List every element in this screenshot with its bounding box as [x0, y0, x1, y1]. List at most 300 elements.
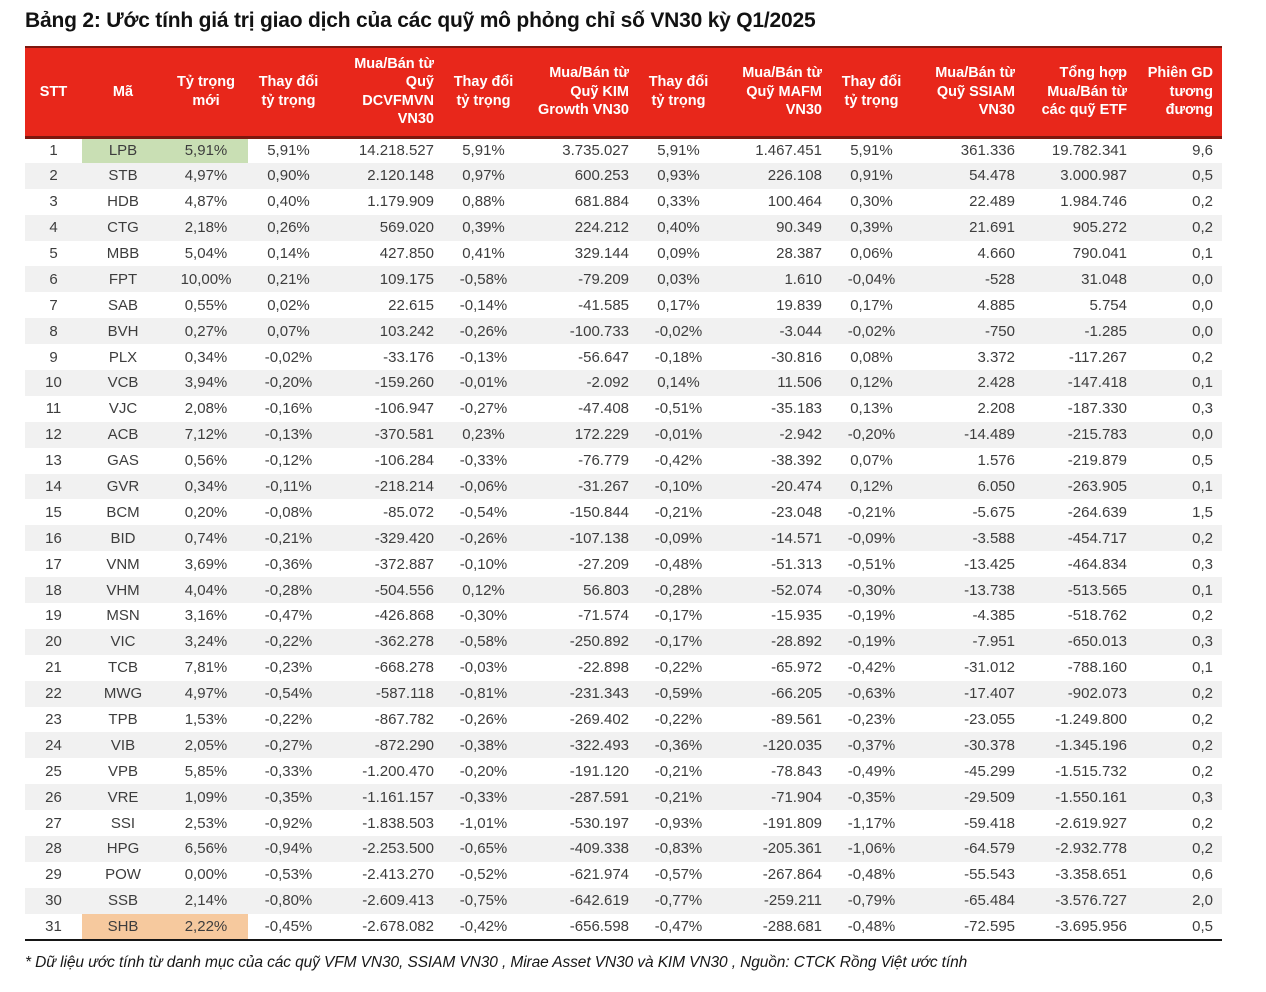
cell-thay_doi_3: 0,33%: [657, 193, 700, 211]
cell-thay_doi_1: -0,11%: [265, 478, 312, 496]
cell-dcvfmvn: -159.260: [374, 374, 434, 392]
cell-tong_hop: -3.695.956: [1024, 914, 1136, 940]
cell-thay_doi_3: -0,28%: [654, 581, 703, 599]
cell-thay_doi_1: -0,54%: [264, 685, 313, 703]
cell-mafm: -78.843: [771, 762, 822, 780]
table-row: [25, 163, 1222, 189]
cell-mafm: 1.467.451: [755, 142, 822, 160]
cell-ty_trong_moi: 2,05%: [184, 736, 228, 754]
cell-thay_doi_1: -0,20%: [264, 374, 313, 392]
cell-mafm: -51.313: [771, 555, 822, 573]
cell-mafm: -288.681: [719, 914, 831, 940]
cell-mafm: -38.392: [771, 452, 822, 470]
cell-thay_doi_1: -0,08%: [264, 503, 313, 521]
cell-kim: -287.591: [569, 788, 629, 806]
cell-ty_trong_moi: 0,34%: [184, 348, 228, 366]
cell-ssiam: -23.055: [964, 711, 1015, 729]
cell-thay_doi_2: 0,39%: [462, 219, 505, 237]
cell-thay_doi_2: -0,75%: [459, 892, 508, 910]
cell-ty_trong_moi: 1,53%: [184, 711, 228, 729]
table-row: [25, 344, 1222, 370]
cell-phien_gd: 0,0: [1192, 296, 1213, 314]
cell-tong_hop: -3.358.651: [1055, 866, 1127, 884]
cell-thay_doi_2: -1,01%: [459, 814, 508, 832]
cell-thay_doi_1: 0,26%: [267, 219, 310, 237]
cell-ma: HDB: [107, 193, 139, 211]
cell-stt: 14: [45, 478, 62, 496]
cell-kim: -642.619: [569, 892, 629, 910]
cell-thay_doi_2: -0,14%: [459, 296, 508, 314]
cell-ma: BCM: [106, 503, 140, 521]
cell-phien_gd: 0,3: [1192, 555, 1213, 573]
cell-thay_doi_3: -0,22%: [654, 659, 703, 677]
cell-tong_hop: -1.550.161: [1055, 788, 1127, 806]
cell-ty_trong_moi: 4,97%: [184, 167, 228, 185]
cell-thay_doi_2: -0,03%: [459, 659, 508, 677]
table-row: [25, 577, 1222, 603]
cell-thay_doi_3: -0,42%: [654, 452, 703, 470]
cell-phien_gd: 0,2: [1192, 814, 1213, 832]
cell-stt: 19: [45, 607, 62, 625]
cell-thay_doi_2: -0,06%: [459, 478, 508, 496]
cell-thay_doi_2: -0,54%: [459, 503, 508, 521]
cell-ty_trong_moi: 3,24%: [184, 633, 228, 651]
cell-thay_doi_2: -0,26%: [459, 711, 508, 729]
cell-phien_gd: 0,1: [1192, 478, 1213, 496]
cell-kim: -79.209: [578, 270, 629, 288]
cell-dcvfmvn: -504.556: [374, 581, 434, 599]
cell-ma: VNM: [106, 555, 140, 573]
table-row: [25, 474, 1222, 500]
cell-dcvfmvn: -668.278: [374, 659, 434, 677]
cell-mafm: 11.506: [777, 374, 822, 392]
cell-kim: -27.209: [578, 555, 629, 573]
cell-phien_gd: 0,5: [1192, 167, 1213, 185]
cell-thay_doi_2: -0,30%: [459, 607, 508, 625]
cell-thay_doi_1: -0,94%: [264, 840, 313, 858]
cell-thay_doi_2: -0,10%: [459, 555, 508, 573]
table-row: [25, 318, 1222, 344]
cell-ty_trong_moi: 0,20%: [184, 503, 228, 521]
cell-ssiam: -72.595: [912, 914, 1024, 940]
cell-thay_doi_1: -0,21%: [264, 529, 313, 547]
cell-thay_doi_2: -0,33%: [459, 788, 508, 806]
cell-tong_hop: -1.285: [1084, 322, 1127, 340]
cell-kim: -56.647: [578, 348, 629, 366]
cell-phien_gd: 0,5: [1192, 452, 1213, 470]
table-row: [25, 914, 1222, 940]
cell-thay_doi_3: -0,17%: [654, 607, 703, 625]
cell-phien_gd: 0,1: [1192, 374, 1213, 392]
cell-tong_hop: -454.717: [1067, 529, 1127, 547]
cell-stt: 16: [45, 529, 62, 547]
cell-dcvfmvn: -2.678.082: [329, 914, 443, 940]
cell-thay_doi_4: -0,04%: [847, 270, 896, 288]
table-row: [25, 551, 1222, 577]
cell-thay_doi_3: -0,59%: [654, 685, 703, 703]
cell-thay_doi_1: -0,02%: [264, 348, 313, 366]
cell-tong_hop: -1.249.800: [1055, 711, 1127, 729]
cell-kim: 224.212: [574, 219, 629, 237]
cell-ma: PLX: [108, 348, 138, 366]
cell-thay_doi_2: -0,81%: [459, 685, 508, 703]
cell-phien_gd: 1,5: [1192, 503, 1213, 521]
cell-tong_hop: -215.783: [1067, 426, 1127, 444]
cell-thay_doi_1: 5,91%: [267, 142, 310, 160]
cell-tong_hop: -187.330: [1067, 400, 1127, 418]
cell-thay_doi_3: -0,57%: [654, 866, 703, 884]
cell-dcvfmvn: -1.838.503: [362, 814, 434, 832]
cell-thay_doi_4: -0,51%: [847, 555, 896, 573]
cell-ma: SSI: [110, 814, 136, 832]
cell-thay_doi_4: 5,91%: [850, 142, 893, 160]
footnote: * Dữ liệu ước tính từ danh mục của các quỹ VFM VN30, SSIAM VN30 , Mirae Asset VN30 và KIM VN30 , Nguồn: CTCK Rồng Việt ước tính: [25, 953, 968, 971]
cell-ma: BVH: [107, 322, 139, 340]
cell-ma: GAS: [107, 452, 139, 470]
cell-thay_doi_4: -0,37%: [847, 736, 896, 754]
cell-thay_doi_4: 0,08%: [850, 348, 893, 366]
cell-phien_gd: 0,2: [1192, 711, 1213, 729]
cell-ma: TCB: [108, 659, 138, 677]
cell-dcvfmvn: -372.887: [374, 555, 434, 573]
cell-kim: -409.338: [569, 840, 629, 858]
cell-ma: POW: [105, 866, 141, 884]
cell-dcvfmvn: -106.284: [374, 452, 434, 470]
cell-thay_doi_1: -0,22%: [264, 711, 313, 729]
cell-thay_doi_4: -0,19%: [847, 633, 896, 651]
cell-kim: -76.779: [578, 452, 629, 470]
cell-phien_gd: 0,2: [1192, 762, 1213, 780]
cell-stt: 25: [45, 762, 62, 780]
cell-ssiam: -31.012: [964, 659, 1015, 677]
cell-phien_gd: 0,2: [1192, 607, 1213, 625]
cell-thay_doi_4: 0,07%: [850, 452, 893, 470]
cell-stt: 24: [45, 736, 62, 754]
cell-thay_doi_4: 0,91%: [850, 167, 893, 185]
cell-thay_doi_1: 0,02%: [267, 296, 310, 314]
cell-thay_doi_2: 0,97%: [462, 167, 505, 185]
cell-stt: 27: [45, 814, 62, 832]
cell-tong_hop: -902.073: [1067, 685, 1127, 703]
cell-ma: VCB: [107, 374, 139, 392]
cell-ty_trong_moi: 10,00%: [180, 270, 232, 288]
col-header-ma: Mã: [82, 47, 164, 137]
cell-dcvfmvn: -587.118: [375, 685, 434, 703]
cell-phien_gd: 0,2: [1192, 219, 1213, 237]
cell-thay_doi_4: -0,35%: [847, 788, 896, 806]
cell-mafm: 100.464: [767, 193, 822, 211]
cell-ty_trong_moi: 1,09%: [184, 788, 228, 806]
cell-ssiam: -45.299: [964, 762, 1015, 780]
cell-phien_gd: 0,2: [1192, 685, 1213, 703]
cell-ty_trong_moi: 0,34%: [184, 478, 228, 496]
cell-thay_doi_2: -0,13%: [459, 348, 508, 366]
cell-thay_doi_4: -0,63%: [847, 685, 896, 703]
cell-dcvfmvn: -362.278: [374, 633, 434, 651]
cell-kim: -31.267: [578, 478, 629, 496]
cell-mafm: 28.387: [776, 245, 822, 262]
cell-stt: 9: [49, 348, 58, 366]
cell-phien_gd: 2,0: [1192, 892, 1213, 910]
col-header-tong_hop: Tổng hợp Mua/Bán từ các quỹ ETF: [1024, 47, 1136, 137]
cell-thay_doi_2: -0,52%: [459, 866, 508, 884]
table-title: Bảng 2: Ước tính giá trị giao dịch của các quỹ mô phỏng chỉ số VN30 kỳ Q1/2025: [25, 9, 816, 32]
col-header-mafm: Mua/Bán từ Quỹ MAFM VN30: [719, 47, 831, 137]
cell-thay_doi_2: 0,41%: [462, 245, 505, 262]
cell-thay_doi_4: -0,30%: [847, 581, 896, 599]
cell-thay_doi_1: -0,33%: [264, 762, 313, 780]
cell-stt: 17: [45, 555, 62, 573]
cell-tong_hop: 19.782.341: [1051, 142, 1127, 160]
cell-kim: -250.892: [569, 633, 629, 651]
cell-kim: -22.898: [578, 659, 629, 677]
cell-phien_gd: 0,2: [1192, 348, 1213, 366]
cell-thay_doi_1: -0,35%: [264, 788, 313, 806]
cell-kim: -107.138: [569, 529, 629, 547]
col-header-thay_doi_3: Thay đổi tỷ trọng: [638, 47, 719, 137]
cell-tong_hop: -650.013: [1067, 633, 1127, 651]
cell-thay_doi_2: -0,42%: [443, 914, 524, 940]
cell-dcvfmvn: -33.176: [383, 348, 434, 366]
cell-mafm: -3.044: [779, 322, 822, 340]
cell-ma: TPB: [108, 711, 138, 729]
cell-thay_doi_1: -0,16%: [264, 400, 313, 418]
cell-tong_hop: -464.834: [1067, 555, 1127, 573]
cell-stt: 21: [45, 659, 62, 677]
table-row: [25, 215, 1222, 241]
cell-thay_doi_4: -0,48%: [847, 866, 896, 884]
cell-kim: 3.735.027: [562, 142, 629, 160]
cell-thay_doi_1: -0,47%: [264, 607, 313, 625]
cell-ty_trong_moi: 2,53%: [184, 814, 228, 832]
table-row: [25, 189, 1222, 215]
cell-stt: 30: [45, 892, 62, 910]
cell-thay_doi_3: -0,51%: [654, 400, 703, 418]
col-header-stt: STT: [25, 47, 82, 137]
cell-thay_doi_3: 0,09%: [657, 245, 700, 262]
cell-mafm: -205.361: [762, 840, 822, 858]
cell-ty_trong_moi: 4,97%: [184, 685, 228, 703]
cell-ssiam: -17.407: [964, 685, 1015, 703]
cell-kim: -100.733: [569, 322, 629, 340]
cell-ty_trong_moi: 0,00%: [184, 866, 228, 884]
table-row: [25, 266, 1222, 292]
cell-tong_hop: 5.754: [1089, 296, 1127, 314]
cell-phien_gd: 0,6: [1192, 866, 1213, 884]
table-row: [25, 241, 1222, 267]
cell-dcvfmvn: -872.290: [374, 736, 434, 754]
cell-thay_doi_1: -0,92%: [264, 814, 313, 832]
cell-ssiam: 22.489: [969, 193, 1015, 211]
cell-mafm: -20.474: [771, 478, 822, 496]
cell-thay_doi_1: -0,80%: [264, 892, 313, 910]
cell-thay_doi_1: -0,36%: [264, 555, 313, 573]
cell-ty_trong_moi: 5,91%: [164, 137, 248, 163]
cell-ssiam: 3.372: [977, 348, 1015, 366]
cell-dcvfmvn: 1.179.909: [367, 193, 434, 211]
table-row: [25, 292, 1222, 318]
cell-phien_gd: 0,1: [1192, 245, 1213, 262]
cell-thay_doi_3: 0,14%: [657, 374, 700, 392]
cell-thay_doi_1: 0,14%: [267, 245, 310, 262]
cell-phien_gd: 0,2: [1192, 840, 1213, 858]
cell-ty_trong_moi: 4,04%: [184, 581, 228, 599]
cell-tong_hop: -2.932.778: [1055, 840, 1127, 858]
cell-thay_doi_3: -0,09%: [654, 529, 703, 547]
cell-thay_doi_3: 5,91%: [657, 142, 700, 160]
cell-thay_doi_3: -0,02%: [654, 322, 703, 340]
table-row: [25, 810, 1222, 836]
cell-ty_trong_moi: 3,94%: [184, 374, 228, 392]
cell-kim: 172.229: [574, 426, 629, 444]
cell-ma: VJC: [108, 400, 138, 418]
cell-ma: SAB: [107, 296, 138, 314]
cell-stt: 7: [49, 296, 58, 314]
cell-dcvfmvn: 569.020: [379, 219, 434, 237]
cell-thay_doi_4: -0,02%: [847, 322, 896, 340]
cell-ssiam: -29.509: [964, 788, 1015, 806]
cell-tong_hop: -3.576.727: [1055, 892, 1127, 910]
cell-thay_doi_1: -0,23%: [264, 659, 313, 677]
cell-thay_doi_2: -0,27%: [459, 400, 508, 418]
cell-thay_doi_1: -0,28%: [264, 581, 313, 599]
cell-tong_hop: -2.619.927: [1055, 814, 1127, 832]
cell-thay_doi_1: 0,21%: [267, 270, 310, 288]
cell-ty_trong_moi: 0,74%: [184, 529, 228, 547]
cell-stt: 29: [45, 866, 62, 884]
cell-phien_gd: 0,2: [1192, 193, 1213, 211]
cell-dcvfmvn: -867.782: [374, 711, 434, 729]
cell-thay_doi_3: 0,17%: [657, 296, 700, 314]
cell-tong_hop: -264.639: [1067, 503, 1127, 521]
cell-ma: VIC: [110, 633, 136, 651]
cell-ty_trong_moi: 2,14%: [184, 892, 228, 910]
table-row: [25, 888, 1222, 914]
cell-thay_doi_4: 0,12%: [850, 478, 893, 496]
cell-stt: 26: [45, 788, 62, 806]
cell-ty_trong_moi: 4,87%: [184, 193, 228, 211]
cell-thay_doi_4: 0,06%: [850, 245, 893, 262]
table-row: [25, 655, 1222, 681]
cell-thay_doi_1: -0,45%: [248, 914, 329, 940]
cell-ma: FPT: [108, 270, 138, 288]
cell-ty_trong_moi: 6,56%: [184, 840, 228, 858]
cell-tong_hop: -1.345.196: [1055, 736, 1127, 754]
cell-mafm: -120.035: [762, 736, 822, 754]
cell-ssiam: -65.484: [964, 892, 1015, 910]
cell-mafm: -23.048: [771, 503, 822, 521]
cell-phien_gd: 0,0: [1192, 322, 1213, 340]
table-row: [25, 732, 1222, 758]
cell-thay_doi_3: -0,47%: [638, 914, 719, 940]
cell-thay_doi_4: 0,17%: [850, 296, 893, 314]
table-header: [25, 47, 1222, 137]
table-row: [25, 396, 1222, 422]
cell-thay_doi_4: -0,48%: [831, 914, 912, 940]
cell-mafm: -2.942: [779, 426, 822, 444]
cell-thay_doi_2: -0,33%: [459, 452, 508, 470]
cell-thay_doi_2: -0,20%: [459, 762, 508, 780]
cell-mafm: -89.561: [771, 711, 822, 729]
cell-phien_gd: 0,0: [1192, 270, 1213, 288]
cell-thay_doi_1: -0,27%: [264, 736, 313, 754]
cell-ssiam: -4.385: [972, 607, 1015, 625]
cell-dcvfmvn: 427.850: [379, 245, 434, 262]
cell-stt: 11: [45, 400, 62, 418]
cell-ty_trong_moi: 7,81%: [184, 659, 228, 677]
cell-thay_doi_4: -0,23%: [847, 711, 896, 729]
cell-ma: SSB: [107, 892, 138, 910]
cell-ty_trong_moi: 0,27%: [184, 322, 228, 340]
table-row: [25, 629, 1222, 655]
cell-ma: BID: [110, 529, 136, 547]
cell-stt: 3: [49, 193, 58, 211]
cell-tong_hop: 1.984.746: [1060, 193, 1127, 211]
cell-mafm: -30.816: [771, 348, 822, 366]
cell-thay_doi_1: 0,40%: [267, 193, 310, 211]
cell-ty_trong_moi: 2,22%: [164, 914, 248, 940]
cell-kim: 329.144: [574, 245, 629, 262]
cell-ssiam: 2.208: [977, 400, 1015, 418]
cell-mafm: -66.205: [771, 685, 822, 703]
table-row: [25, 603, 1222, 629]
cell-thay_doi_2: 0,12%: [462, 581, 505, 599]
cell-thay_doi_3: -0,36%: [654, 736, 703, 754]
cell-mafm: 19.839: [776, 296, 822, 314]
cell-ma: LPB: [82, 137, 164, 163]
cell-kim: -150.844: [569, 503, 629, 521]
col-header-ssiam: Mua/Bán từ Quỹ SSIAM VN30: [912, 47, 1024, 137]
cell-mafm: -15.935: [771, 607, 822, 625]
cell-dcvfmvn: -370.581: [374, 426, 434, 444]
cell-thay_doi_4: -0,09%: [847, 529, 896, 547]
table-row: [25, 707, 1222, 733]
table-body: [25, 137, 1222, 940]
cell-mafm: -267.864: [762, 866, 822, 884]
cell-kim: -2.092: [586, 374, 629, 392]
cell-ma: VHM: [106, 581, 140, 599]
cell-thay_doi_3: -0,17%: [654, 633, 703, 651]
cell-thay_doi_3: -0,01%: [654, 426, 703, 444]
cell-mafm: -65.972: [771, 659, 822, 677]
cell-ssiam: -7.951: [972, 633, 1015, 651]
cell-kim: -71.574: [578, 607, 629, 625]
cell-thay_doi_4: 0,13%: [850, 400, 893, 418]
cell-ma: VRE: [107, 788, 139, 806]
cell-ty_trong_moi: 0,55%: [184, 296, 228, 314]
cell-stt: 15: [45, 503, 62, 521]
col-header-thay_doi_2: Thay đổi tỷ trọng: [443, 47, 524, 137]
col-header-ty_trong_moi: Tỷ trọng mới: [164, 47, 248, 137]
cell-ty_trong_moi: 2,18%: [184, 219, 228, 237]
cell-ma: VIB: [110, 736, 136, 754]
cell-kim: -41.585: [578, 296, 629, 314]
cell-ssiam: 361.336: [960, 142, 1015, 160]
cell-thay_doi_2: -0,01%: [459, 374, 508, 392]
cell-kim: 600.253: [574, 167, 629, 185]
table-row: [25, 836, 1222, 862]
cell-thay_doi_4: -1,06%: [847, 840, 896, 858]
cell-dcvfmvn: -2.609.413: [362, 892, 434, 910]
cell-stt: 18: [45, 581, 62, 599]
table-row: [25, 137, 1222, 163]
cell-ssiam: 21.691: [969, 219, 1015, 237]
cell-phien_gd: 0,3: [1192, 633, 1213, 651]
cell-phien_gd: 9,6: [1192, 142, 1213, 160]
cell-thay_doi_3: -0,21%: [654, 503, 703, 521]
cell-thay_doi_1: -0,13%: [264, 426, 313, 444]
cell-thay_doi_3: 0,03%: [657, 270, 700, 288]
